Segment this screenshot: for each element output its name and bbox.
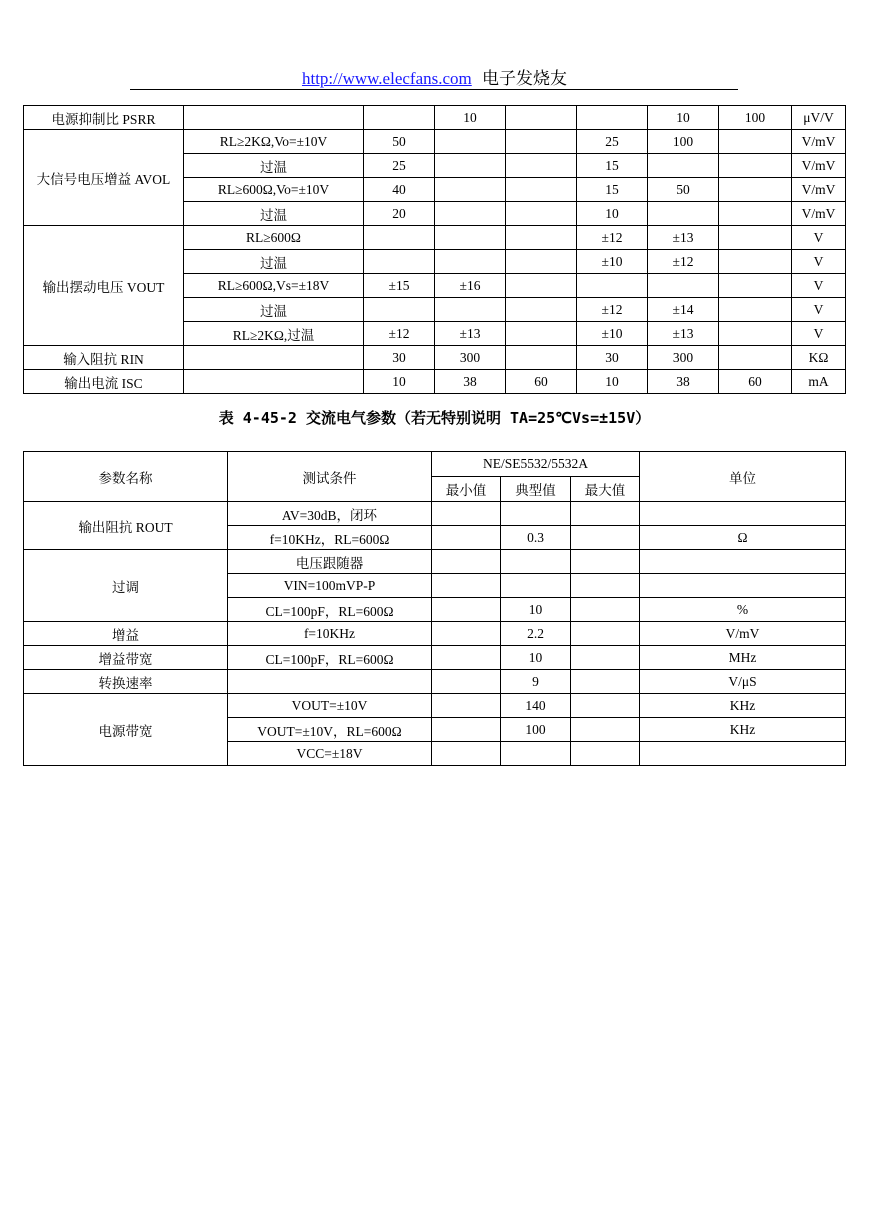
table-row xyxy=(24,502,846,526)
param-name: 输入阻抗 RIN xyxy=(24,346,184,370)
site-name: 电子发烧友 xyxy=(482,69,568,88)
unit-cell: % xyxy=(640,598,846,622)
max-cell xyxy=(571,646,640,670)
max-cell xyxy=(571,574,640,598)
col-header-unit: 单位 xyxy=(640,452,846,502)
value-cell: ±12 xyxy=(364,322,435,346)
unit-cell: μV/V xyxy=(792,106,846,130)
typ-cell: 100 xyxy=(501,718,571,742)
col-header-max: 最大值 xyxy=(571,477,640,502)
test-condition: RL≥600Ω,Vo=±10V xyxy=(184,178,364,202)
value-cell xyxy=(719,298,792,322)
value-cell xyxy=(506,202,577,226)
value-cell: 30 xyxy=(364,346,435,370)
unit-cell: KHz xyxy=(640,694,846,718)
value-cell xyxy=(506,178,577,202)
value-cell: ±12 xyxy=(577,226,648,250)
value-cell xyxy=(435,226,506,250)
test-condition: 过温 xyxy=(184,250,364,274)
value-cell: 25 xyxy=(364,154,435,178)
value-cell xyxy=(435,250,506,274)
test-condition: RL≥600Ω,Vs=±18V xyxy=(184,274,364,298)
unit-cell: V xyxy=(792,226,846,250)
value-cell: ±15 xyxy=(364,274,435,298)
value-cell: ±13 xyxy=(648,226,719,250)
value-cell xyxy=(364,298,435,322)
min-cell xyxy=(432,646,501,670)
unit-cell xyxy=(640,574,846,598)
test-condition: VOUT=±10V，RL=600Ω xyxy=(228,718,432,742)
test-condition xyxy=(184,370,364,394)
value-cell xyxy=(719,202,792,226)
unit-cell xyxy=(640,502,846,526)
test-condition: 过温 xyxy=(184,154,364,178)
col-header-group: NE/SE5532/5532A xyxy=(432,452,640,477)
table-row xyxy=(24,622,846,646)
value-cell xyxy=(435,130,506,154)
max-cell xyxy=(571,742,640,766)
param-name: 输出阻抗 ROUT xyxy=(24,502,228,550)
page-header xyxy=(0,64,869,89)
value-cell: 10 xyxy=(435,106,506,130)
value-cell xyxy=(719,130,792,154)
min-cell xyxy=(432,742,501,766)
test-condition xyxy=(184,106,364,130)
typ-cell xyxy=(501,502,571,526)
max-cell xyxy=(571,526,640,550)
max-cell xyxy=(571,694,640,718)
param-name: 增益带宽 xyxy=(24,646,228,670)
value-cell xyxy=(364,106,435,130)
param-name: 电源带宽 xyxy=(24,694,228,766)
test-condition: VIN=100mVP-P xyxy=(228,574,432,598)
value-cell xyxy=(435,154,506,178)
value-cell xyxy=(435,178,506,202)
value-cell xyxy=(648,274,719,298)
value-cell: 100 xyxy=(648,130,719,154)
col-header-min: 最小值 xyxy=(432,477,501,502)
min-cell xyxy=(432,598,501,622)
typ-cell: 0.3 xyxy=(501,526,571,550)
unit-cell: KHz xyxy=(640,718,846,742)
typ-cell xyxy=(501,550,571,574)
min-cell xyxy=(432,574,501,598)
min-cell xyxy=(432,526,501,550)
typ-cell: 10 xyxy=(501,646,571,670)
value-cell: 10 xyxy=(577,370,648,394)
value-cell: 40 xyxy=(364,178,435,202)
value-cell xyxy=(506,274,577,298)
value-cell xyxy=(719,346,792,370)
max-cell xyxy=(571,670,640,694)
typ-cell: 140 xyxy=(501,694,571,718)
unit-cell: mA xyxy=(792,370,846,394)
param-name: 输出摆动电压 VOUT xyxy=(24,226,184,346)
test-condition: AV=30dB，闭环 xyxy=(228,502,432,526)
typ-cell xyxy=(501,574,571,598)
value-cell xyxy=(506,106,577,130)
value-cell: 60 xyxy=(719,370,792,394)
value-cell xyxy=(506,154,577,178)
typ-cell: 2.2 xyxy=(501,622,571,646)
max-cell xyxy=(571,622,640,646)
value-cell: 15 xyxy=(577,178,648,202)
param-name: 电源抑制比 PSRR xyxy=(24,106,184,130)
test-condition: 过温 xyxy=(184,202,364,226)
max-cell xyxy=(571,502,640,526)
min-cell xyxy=(432,622,501,646)
unit-cell: V xyxy=(792,322,846,346)
site-link[interactable]: http://www.elecfans.com xyxy=(301,69,472,88)
value-cell: 30 xyxy=(577,346,648,370)
value-cell: ±12 xyxy=(648,250,719,274)
value-cell xyxy=(364,250,435,274)
test-condition: RL≥2KΩ,Vo=±10V xyxy=(184,130,364,154)
value-cell xyxy=(506,298,577,322)
unit-cell: Ω xyxy=(640,526,846,550)
max-cell xyxy=(571,550,640,574)
unit-cell xyxy=(640,550,846,574)
test-condition: VOUT=±10V xyxy=(228,694,432,718)
min-cell xyxy=(432,694,501,718)
table-row xyxy=(24,106,846,130)
value-cell: ±13 xyxy=(435,322,506,346)
test-condition: VCC=±18V xyxy=(228,742,432,766)
value-cell xyxy=(506,322,577,346)
value-cell xyxy=(648,202,719,226)
value-cell xyxy=(506,130,577,154)
value-cell: ±10 xyxy=(577,322,648,346)
param-name: 增益 xyxy=(24,622,228,646)
param-name: 大信号电压增益 AVOL xyxy=(24,130,184,226)
col-header-name: 参数名称 xyxy=(24,452,228,502)
table-row xyxy=(24,694,846,718)
unit-cell: V/mV xyxy=(792,178,846,202)
unit-cell: V xyxy=(792,250,846,274)
unit-cell: V/mV xyxy=(792,154,846,178)
param-name: 转换速率 xyxy=(24,670,228,694)
value-cell: ±12 xyxy=(577,298,648,322)
value-cell: 300 xyxy=(648,346,719,370)
unit-cell: V xyxy=(792,298,846,322)
table-row xyxy=(24,130,846,154)
value-cell: ±14 xyxy=(648,298,719,322)
value-cell xyxy=(435,202,506,226)
value-cell: 38 xyxy=(435,370,506,394)
value-cell xyxy=(719,154,792,178)
table-row xyxy=(24,646,846,670)
unit-cell xyxy=(640,742,846,766)
test-condition: f=10KHz xyxy=(228,622,432,646)
value-cell: 50 xyxy=(648,178,719,202)
typ-cell xyxy=(501,742,571,766)
value-cell: 25 xyxy=(577,130,648,154)
typ-cell: 10 xyxy=(501,598,571,622)
value-cell: 50 xyxy=(364,130,435,154)
value-cell xyxy=(719,274,792,298)
value-cell xyxy=(648,154,719,178)
test-condition xyxy=(184,346,364,370)
param-name: 输出电流 ISC xyxy=(24,370,184,394)
value-cell xyxy=(577,106,648,130)
value-cell: 10 xyxy=(364,370,435,394)
min-cell xyxy=(432,718,501,742)
max-cell xyxy=(571,718,640,742)
value-cell: 20 xyxy=(364,202,435,226)
value-cell xyxy=(719,178,792,202)
unit-cell: KΩ xyxy=(792,346,846,370)
table-header-row xyxy=(24,452,846,477)
test-condition: CL=100pF，RL=600Ω xyxy=(228,646,432,670)
value-cell: 10 xyxy=(648,106,719,130)
table-row xyxy=(24,226,846,250)
dc-params-table xyxy=(23,105,846,394)
value-cell xyxy=(577,274,648,298)
value-cell: ±10 xyxy=(577,250,648,274)
table-row xyxy=(24,370,846,394)
value-cell: 60 xyxy=(506,370,577,394)
value-cell: ±13 xyxy=(648,322,719,346)
min-cell xyxy=(432,670,501,694)
value-cell: ±16 xyxy=(435,274,506,298)
header-divider xyxy=(130,89,738,90)
unit-cell: V/mV xyxy=(792,202,846,226)
value-cell: 300 xyxy=(435,346,506,370)
value-cell xyxy=(719,226,792,250)
unit-cell: V xyxy=(792,274,846,298)
unit-cell: V/mV xyxy=(792,130,846,154)
table-row xyxy=(24,550,846,574)
table-row xyxy=(24,670,846,694)
unit-cell: V/μS xyxy=(640,670,846,694)
value-cell: 100 xyxy=(719,106,792,130)
test-condition: RL≥2KΩ,过温 xyxy=(184,322,364,346)
ac-params-table xyxy=(23,451,846,766)
unit-cell: V/mV xyxy=(640,622,846,646)
value-cell xyxy=(506,346,577,370)
table-row xyxy=(24,346,846,370)
test-condition: 电压跟随器 xyxy=(228,550,432,574)
param-name: 过调 xyxy=(24,550,228,622)
test-condition: f=10KHz，RL=600Ω xyxy=(228,526,432,550)
value-cell xyxy=(719,250,792,274)
table-caption: 表 4-45-2 交流电气参数（若无特别说明 TA=25℃Vs=±15V） xyxy=(218,409,651,427)
max-cell xyxy=(571,598,640,622)
value-cell xyxy=(506,226,577,250)
value-cell xyxy=(719,322,792,346)
test-condition: CL=100pF，RL=600Ω xyxy=(228,598,432,622)
value-cell xyxy=(364,226,435,250)
test-condition xyxy=(228,670,432,694)
unit-cell: MHz xyxy=(640,646,846,670)
min-cell xyxy=(432,550,501,574)
value-cell: 10 xyxy=(577,202,648,226)
min-cell xyxy=(432,502,501,526)
test-condition: RL≥600Ω xyxy=(184,226,364,250)
value-cell: 15 xyxy=(577,154,648,178)
value-cell: 38 xyxy=(648,370,719,394)
col-header-typ: 典型值 xyxy=(501,477,571,502)
col-header-cond: 测试条件 xyxy=(228,452,432,502)
test-condition: 过温 xyxy=(184,298,364,322)
typ-cell: 9 xyxy=(501,670,571,694)
value-cell xyxy=(435,298,506,322)
value-cell xyxy=(506,250,577,274)
